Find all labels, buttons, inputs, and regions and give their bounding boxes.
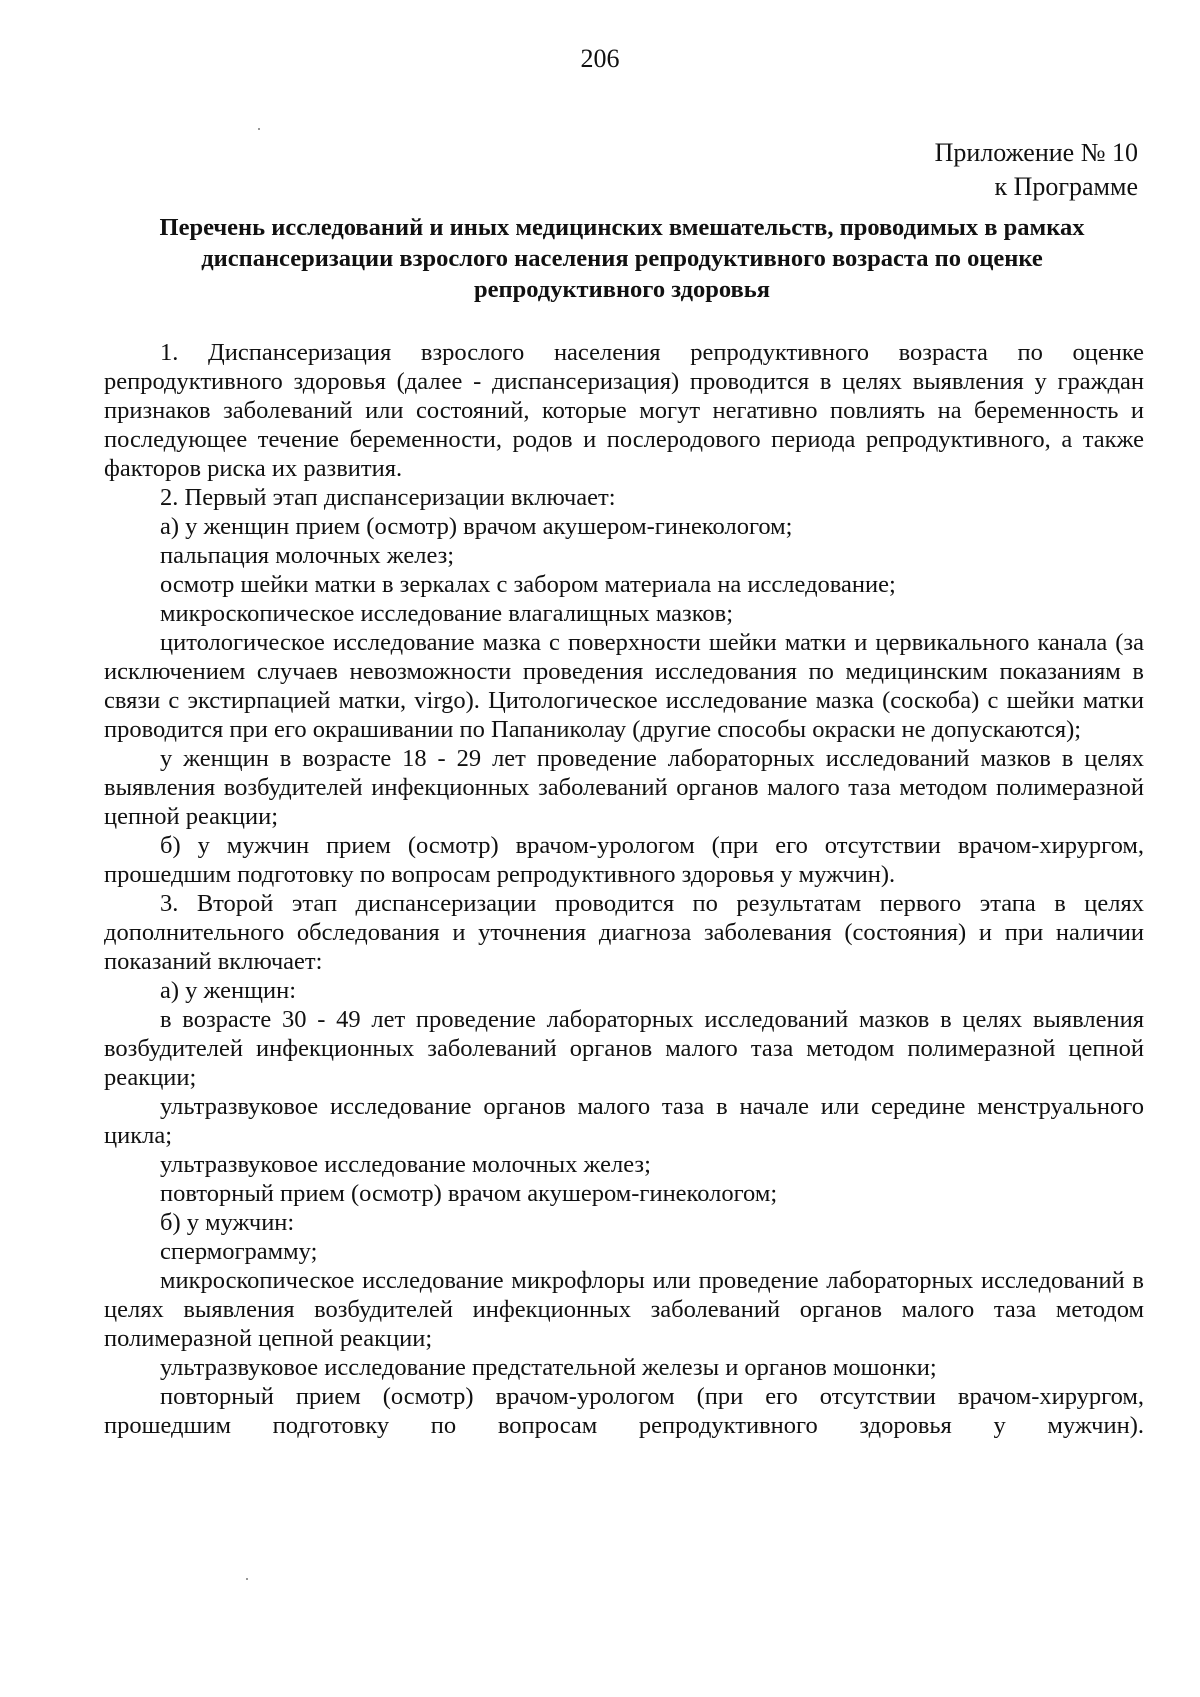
paragraph: б) у мужчин прием (осмотр) врачом-урологом (при его отсутствии врачом-хирургом, прошедшим подготовку по вопросам репродуктивного здоровья у мужчин). xyxy=(104,832,1144,888)
paragraph: ультразвуковое исследование молочных желез; xyxy=(160,1151,651,1178)
paragraph: микроскопическое исследование микрофлоры или проведение лабораторных исследований в целях выявления возбудителей инфекционных заболеваний органов малого таза методом полимеразной цепной реакции; xyxy=(104,1267,1144,1352)
document-body xyxy=(104,338,1144,1440)
paragraph: цитологическое исследование мазка с поверхности шейки матки и цервикального канала (за исключением случаев невозможности проведения исследования по медицинским показаниям в связи с экстирпацией матки, virgo). Цитологическое исследование мазка (соскоба) с шейки матки проводится при его окрашивании по Папаниколау (другие способы окраски не допускаются); xyxy=(104,629,1144,743)
paragraph: 1. Диспансеризация взрослого населения репродуктивного возраста по оценке репродуктивного здоровья (далее - диспансеризация) проводится в целях выявления у граждан признаков заболеваний или состояний, которые могут негативно повлиять на беременность и последующее течение беременности, родов и послеродового периода репродуктивного, а также факторов риска их развития. xyxy=(104,339,1144,482)
paragraph: у женщин в возрасте 18 - 29 лет проведение лабораторных исследований мазков в целях выявления возбудителей инфекционных заболеваний органов малого таза методом полимеразной цепной реакции; xyxy=(104,745,1144,830)
paragraph: повторный прием (осмотр) врачом-урологом (при его отсутствии врачом-хирургом, прошедшим подготовку по вопросам репродуктивного здоровья у мужчин). xyxy=(104,1383,1144,1439)
annex-line-2: к Программе xyxy=(994,172,1138,201)
document-title: Перечень исследований и иных медицинских вмешательств, проводимых в рамках диспансеризации взрослого населения репродуктивного возраста по оценке репродуктивного здоровья xyxy=(159,214,1085,303)
paragraph: 3. Второй этап диспансеризации проводится по результатам первого этапа в целях дополнительного обследования и уточнения диагноза заболевания (состояния) и при наличии показаний включает: xyxy=(104,890,1144,975)
paragraph: б) у мужчин: xyxy=(160,1209,295,1236)
paragraph: осмотр шейки матки в зеркалах с забором материала на исследование; xyxy=(160,571,896,598)
paragraph: в возрасте 30 - 49 лет проведение лабораторных исследований мазков в целях выявления возбудителей инфекционных заболеваний органов малого таза методом полимеразной цепной реакции; xyxy=(104,1006,1144,1091)
paragraph: а) у женщин прием (осмотр) врачом акушером-гинекологом; xyxy=(160,513,793,540)
annex-line-1: Приложение № 10 xyxy=(934,138,1138,167)
paragraph: ультразвуковое исследование предстательной железы и органов мошонки; xyxy=(160,1354,937,1381)
paragraph: ультразвуковое исследование органов малого таза в начале или середине менструального цикла; xyxy=(104,1093,1144,1149)
scan-speck xyxy=(246,1578,248,1580)
paragraph: микроскопическое исследование влагалищных мазков; xyxy=(160,600,734,627)
annex-header xyxy=(935,136,1138,204)
page-number: 206 xyxy=(580,44,620,73)
paragraph: пальпация молочных желез; xyxy=(160,542,455,569)
paragraph: спермограмму; xyxy=(160,1238,318,1265)
paragraph: а) у женщин: xyxy=(160,977,297,1004)
scan-speck xyxy=(258,128,260,130)
paragraph: повторный прием (осмотр) врачом акушером-гинекологом; xyxy=(160,1180,778,1207)
paragraph: 2. Первый этап диспансеризации включает: xyxy=(160,484,616,511)
